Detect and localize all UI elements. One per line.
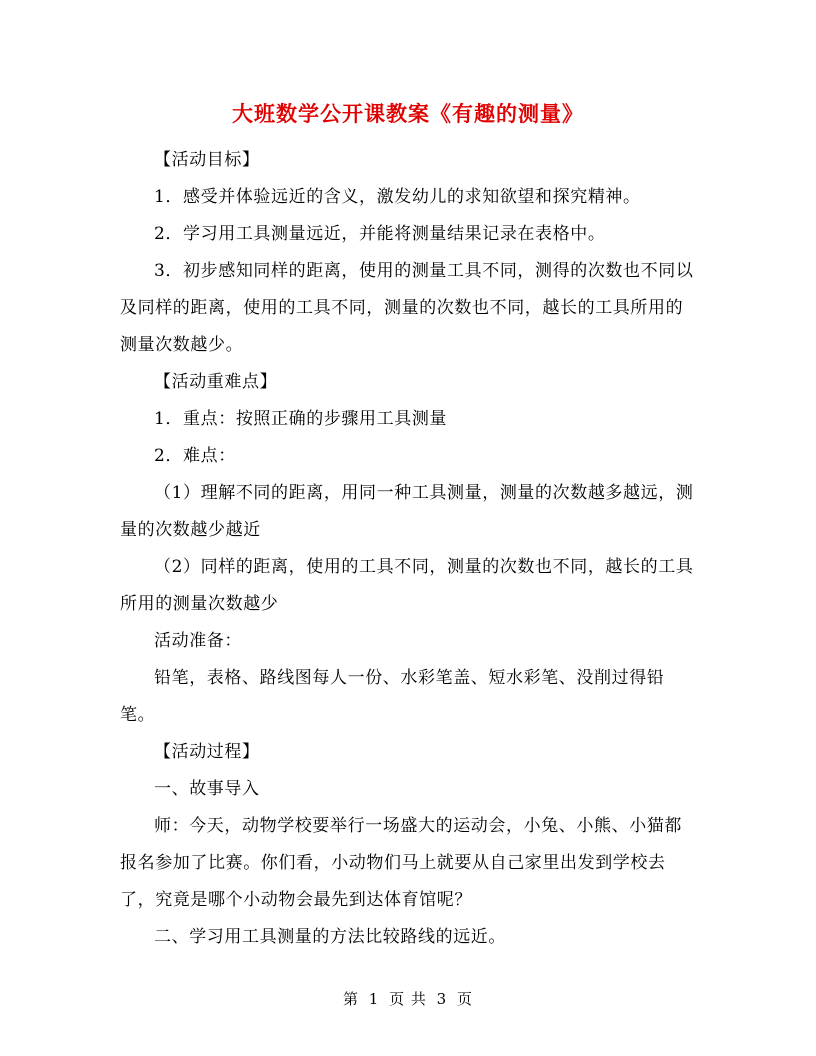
page-footer	[0, 988, 816, 1009]
section-heading-goals: 【活动目标】	[154, 150, 260, 170]
goal-item-3: 3．初步感知同样的距离，使用的测量工具不同，测得的次数也不同以及同样的距离，使用的工具不同，测量的次数也不同，越长的工具所用的测量次数越少。	[120, 261, 694, 355]
goal-item-2: 2．学习用工具测量远近，并能将测量结果记录在表格中。	[154, 224, 606, 244]
key-point-item: 1．重点：按照正确的步骤用工具测量	[154, 409, 448, 429]
footer-middle: 页 共	[389, 990, 427, 1008]
section-heading-key-points: 【活动重难点】	[154, 372, 278, 392]
difficulty-item-1: （1）理解不同的距离，用同一种工具测量，测量的次数越多越远，测量的次数越少越近	[120, 483, 694, 540]
process-step-1: 一、故事导入	[154, 779, 260, 799]
process-step-2: 二、学习用工具测量的方法比较路线的远近。	[154, 927, 506, 947]
footer-page-number: 1	[368, 990, 380, 1008]
document-body	[120, 142, 698, 956]
footer-total-pages: 3	[436, 990, 448, 1008]
difficulty-item-2: （2）同样的距离，使用的工具不同，测量的次数也不同，越长的工具所用的测量次数越少	[120, 557, 694, 614]
preparation-heading: 活动准备：	[154, 631, 242, 651]
process-story-text: 师：今天，动物学校要举行一场盛大的运动会，小兔、小熊、小猫都报名参加了比赛。你们看，小动物们马上就要从自己家里出发到学校去了，究竟是哪个小动物会最先到达体育馆呢？	[120, 816, 682, 910]
footer-suffix: 页	[457, 990, 474, 1008]
document-title: 大班数学公开课教案《有趣的测量》	[232, 101, 584, 126]
difficulty-label: 2．难点：	[154, 446, 236, 466]
preparation-text: 铅笔，表格、路线图每人一份、水彩笔盖、短水彩笔、没削过得铅笔。	[120, 668, 665, 725]
footer-prefix: 第	[342, 990, 359, 1008]
goal-item-1: 1．感受并体验远近的含义，激发幼儿的求知欲望和探究精神。	[154, 187, 641, 207]
section-heading-process: 【活动过程】	[154, 742, 260, 762]
